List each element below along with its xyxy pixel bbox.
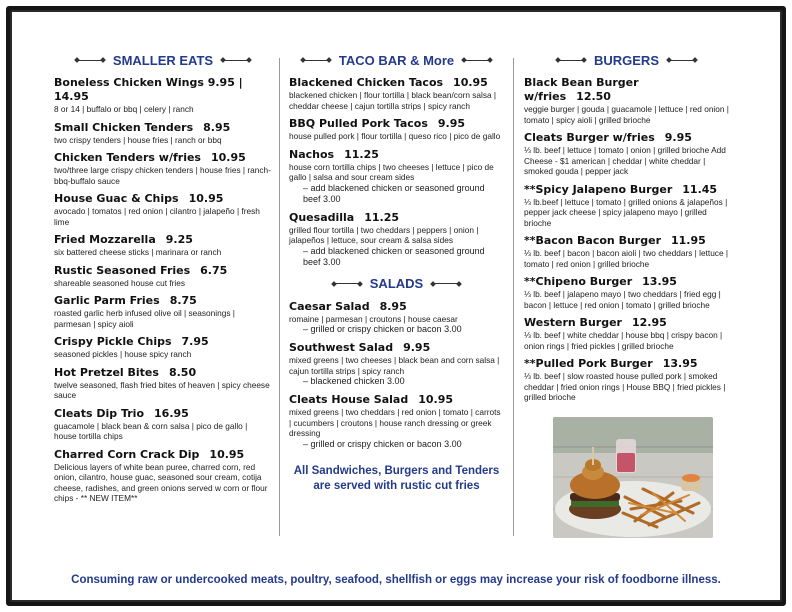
menu-item (524, 357, 729, 403)
menu-item-title (54, 192, 272, 206)
menu-item-price: 13.95 (662, 357, 698, 370)
menu-item-name: Charred Corn Crack Dip (54, 447, 200, 461)
menu-item-price: 9.95 (403, 341, 431, 354)
menu-item-title (54, 407, 272, 421)
fries-note: All Sandwiches, Burgers and Tenders are served with rustic cut fries (293, 464, 500, 492)
menu-item-price: 8.50 (168, 365, 197, 379)
menu-item-addon: – add blackened chicken or seasoned ground beef 3.00 (303, 182, 485, 204)
menu-item-name: Boneless Chicken Wings 9.95 | 14.95 (54, 76, 243, 103)
menu-item-title (524, 275, 729, 289)
menu-item-description: mixed greens | two cheeses | black bean and corn salsa | cajun tortilla strips | spicy ranch (289, 355, 500, 376)
menu-item-price: 11.25 (344, 147, 379, 161)
taco-salad-column (289, 50, 504, 494)
menu-item (54, 264, 272, 289)
menu-item-name: Small Chicken Tenders (54, 120, 194, 134)
menu-item-name: Chicken Tenders w/fries (54, 151, 201, 164)
menu-item-description: ⅓ lb. beef | lettuce | tomato | onion | grilled brioche Add Cheese - $1 american | cheddar | white cheddar | smoked gouda | pepper jack (524, 145, 726, 176)
menu-item-title (54, 448, 272, 462)
menu-item-description: ⅓ lb. beef | slow roasted house pulled pork | smoked cheddar | fried onion rings | House BBQ | fried pickles | grilled brioche (524, 371, 726, 402)
menu-item (54, 192, 272, 227)
menu-item-description: grilled flour tortilla | two cheddars | peppers | onion | jalapeños | lettuce, sour cream & salsa sides (289, 224, 479, 245)
menu-item-price: 10.95 (418, 393, 454, 406)
smaller-eats-column (54, 50, 272, 510)
menu-item-name: **Chipeno Burger (524, 275, 633, 288)
menu-item-title (289, 117, 504, 131)
menu-item-title (54, 121, 272, 135)
menu-item (54, 121, 272, 146)
menu-item-description: romaine | parmesan | croutons | house caesar (289, 313, 458, 324)
menu-item (289, 300, 504, 336)
menu-item-name: Western Burger (524, 316, 622, 329)
menu-item-description: avocado | tomatos | red onion | cilantro | jalapeño | fresh lime (54, 206, 260, 227)
menu-item-name: Crispy Pickle Chips (54, 335, 172, 348)
arrow-left-icon (75, 58, 105, 62)
menu-item-price: 8.95 (379, 299, 407, 313)
menu-item-title (54, 366, 272, 380)
menu-item-description: twelve seasoned, flash fried bites of heaven | spicy cheese sauce (54, 379, 270, 400)
menu-item-price: 9.95 (664, 131, 692, 144)
menu-item-name: **Pulled Pork Burger (524, 357, 653, 370)
menu-item-title (524, 316, 729, 330)
menu-item-title (524, 234, 729, 248)
taco-bar-heading: TACO BAR & More (289, 50, 504, 70)
menu-item-title (524, 357, 729, 371)
menu-item (524, 76, 729, 125)
menu-item (54, 233, 272, 258)
menu-item (289, 341, 504, 387)
menu-item (524, 131, 729, 177)
menu-item-price: 9.95 (437, 117, 466, 130)
burgers-heading: BURGERS (524, 50, 729, 70)
menu-item (54, 448, 272, 504)
menu-item-description: seasoned pickles | house spicy ranch (54, 349, 192, 359)
menu-item-description: 8 or 14 | buffalo or bbq | celery | ranch (54, 104, 194, 114)
menu-item-addon: – add blackened chicken or seasoned ground beef 3.00 (303, 245, 485, 267)
menu-item-description: ⅓ lb. beef | jalapeno mayo | two cheddars | fried egg | bacon | lettuce | red onion | tomato | grilled brioche (524, 289, 721, 310)
menu-item-name: Rustic Seasoned Fries (54, 263, 191, 277)
menu-item-name: Quesadilla (289, 210, 355, 224)
menu-item-name: **Spicy Jalapeno Burger (524, 182, 673, 196)
menu-item-description: veggie burger | gouda | guacamole | lettuce | red onion | tomato | spicy aioli | grilled brioche (524, 104, 729, 125)
menu-item-price: 10.95 (453, 76, 488, 89)
menu-item-title (289, 148, 504, 162)
menu-item-price: 11.25 (364, 210, 400, 224)
menu-item-title (289, 211, 504, 225)
menu-item (54, 366, 272, 401)
menu-item-name: **Bacon Bacon Burger (524, 234, 661, 247)
menu-item-price: 9.25 (165, 233, 193, 246)
menu-item-name: Cleats Dip Trio (54, 406, 145, 420)
menu-item-price: 10.95 (210, 151, 246, 164)
menu-item (54, 294, 272, 329)
arrow-left-icon (556, 58, 586, 62)
menu-item-price: 6.75 (200, 263, 228, 277)
menu-item-name: Hot Pretzel Bites (54, 365, 159, 379)
menu-item-price: 10.95 (188, 192, 224, 205)
menu-item-price: 16.95 (154, 406, 189, 420)
smaller-eats-heading: SMALLER EATS (54, 50, 272, 70)
menu-item (54, 407, 272, 442)
menu-item (524, 275, 729, 310)
menu-item-title (289, 341, 504, 355)
menu-item-price: 11.95 (671, 234, 706, 247)
menu-item-title (289, 393, 504, 407)
menu-item (289, 211, 504, 268)
menu-item-name: Garlic Parm Fries (54, 294, 160, 307)
menu-item (524, 316, 729, 351)
menu-item-name: BBQ Pulled Pork Tacos (289, 117, 428, 130)
menu-item-price: 8.95 (203, 120, 231, 134)
menu-item-description: roasted garlic herb infused olive oil | seasonings | parmesan | spicy aioli (54, 308, 235, 329)
menu-item-name: Cleats House Salad (289, 393, 409, 406)
menu-item-description: house pulled pork | flour tortilla | queso rico | pico de gallo (289, 131, 501, 141)
menu-item-name: Blackened Chicken Tacos (289, 76, 444, 89)
burger-and-fries-photo (553, 417, 713, 538)
burgers-column (524, 50, 729, 409)
menu-item-name: Fried Mozzarella (54, 233, 156, 246)
menu-item (289, 393, 504, 450)
menu-item-price: 13.95 (642, 275, 677, 288)
menu-item (54, 151, 272, 186)
menu-item (54, 335, 272, 360)
menu-item-description: two/three large crispy chicken tenders | house fries | ranch-bbq-buffalo sauce (54, 165, 271, 186)
menu-item-description: two crispy tenders | house fries | ranch or bbq (54, 134, 222, 145)
menu-item-description: ⅓ lb. beef | bacon | bacon aioli | two cheddars | lettuce | tomato | red onion | grilled brioche (524, 248, 729, 269)
menu-item-name: Southwest Salad (289, 341, 394, 354)
menu-item-title (524, 76, 729, 104)
menu-item-title (524, 131, 729, 145)
menu-item-description: shareable seasoned house cut fries (54, 277, 185, 288)
menu-item-description: six battered cheese sticks | marinara or ranch (54, 247, 222, 257)
arrow-right-icon (462, 58, 492, 62)
column-divider (513, 58, 514, 536)
menu-item-title (54, 264, 272, 278)
menu-item-title (54, 151, 272, 165)
menu-item-title (289, 76, 504, 90)
menu-item-description: guacamole | black bean & corn salsa | pico de gallo | house tortilla chips (54, 420, 248, 441)
menu-item-title (54, 335, 272, 349)
menu-item (289, 148, 504, 205)
salads-heading: SALADS (289, 274, 504, 294)
arrow-right-icon (221, 58, 251, 62)
menu-item-price: 11.45 (682, 182, 718, 196)
menu-item-addon: – grilled or crispy chicken or bacon 3.00 (303, 438, 462, 449)
arrow-right-icon (667, 58, 697, 62)
menu-item-name: House Guac & Chips (54, 192, 179, 205)
menu-item-title (54, 233, 272, 247)
menu-item-description: house corn tortilla chips | two cheeses | lettuce | pico de gallo | salsa and sour cream sides (289, 161, 494, 182)
menu-item-description: mixed greens | two cheddars | red onion | tomato | carrots | cucumbers | croutons | house ranch dressing or greek dressing (289, 407, 501, 438)
menu-item-description: blackened chicken | flour tortilla | black bean/corn salsa | cheddar cheese | cajun tortilla strips | spicy ranch (289, 90, 497, 111)
menu-item-description: ⅓ lb.beef | lettuce | tomato | grilled onions & jalapeños | pepper jack cheese | spicy jalapeno mayo | grilled brioche (524, 196, 728, 228)
menu-item-description: ⅓ lb. beef | white cheddar | house bbq | crispy bacon | onion rings | fried pickles | grilled brioche (524, 330, 723, 351)
menu-item (524, 183, 729, 229)
menu-item-price: 12.50 (576, 90, 611, 103)
menu-item-price: 12.95 (631, 316, 667, 329)
menu-item (289, 76, 504, 111)
menu-item-addon: – grilled or crispy chicken or bacon 3.00 (303, 324, 462, 334)
menu-item-title (54, 76, 272, 104)
menu-item-name: Nachos (289, 147, 335, 161)
menu-item-name: Caesar Salad (289, 299, 370, 313)
menu-item-price: 10.95 (209, 447, 245, 461)
menu-item (289, 117, 504, 142)
menu-item (524, 234, 729, 269)
arrow-left-icon (332, 282, 362, 286)
foodborne-illness-warning: Consuming raw or undercooked meats, poultry, seafood, shellfish or eggs may increase your risk of foodborne illness. (71, 574, 721, 586)
menu-item-name: Cleats Burger w/fries (524, 131, 655, 144)
menu-item (54, 76, 272, 115)
menu-item-addon: – blackened chicken 3.00 (303, 376, 405, 386)
menu-item-title (54, 294, 272, 308)
menu-item-title (524, 183, 729, 197)
menu-item-price: 8.75 (169, 294, 197, 307)
menu-item-description: Delicious layers of white bean puree, charred corn, red onion, cilantro, house guac, seasoned sour cream, cotija cheese, radishes, and green onions served w corn or flour chips - ** NEW ITEM** (54, 461, 268, 503)
menu-item-title (289, 300, 504, 314)
arrow-left-icon (301, 58, 331, 62)
menu-item-name: Black Bean Burger w/fries (524, 76, 639, 103)
menu-item-price: 7.95 (181, 335, 209, 348)
arrow-right-icon (431, 282, 461, 286)
column-divider (279, 58, 280, 536)
